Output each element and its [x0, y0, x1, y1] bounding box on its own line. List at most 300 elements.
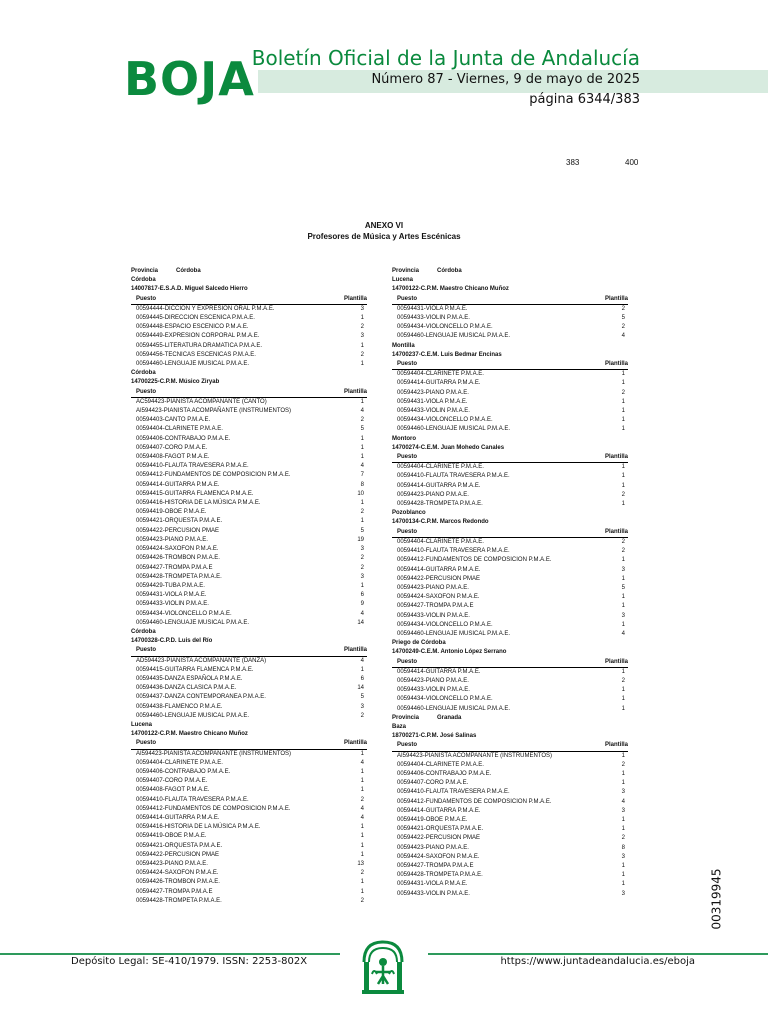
table-row: [392, 389, 628, 398]
locality-name: Lucena: [392, 277, 414, 284]
column-puesto: Puesto: [136, 295, 157, 302]
puesto-cell: 00594429-TUBA P.M.A.E.: [136, 582, 205, 589]
puesto-cell: 00594426-TROMBON P.M.A.E.: [136, 879, 220, 886]
plantilla-cell: 2: [621, 538, 625, 545]
column-puesto: Puesto: [397, 658, 418, 665]
center-name: 14700249-C.E.M. Antonio López Serrano: [392, 649, 507, 656]
table-row: [131, 684, 367, 693]
plantilla-cell: 1: [621, 603, 625, 610]
plantilla-cell: 2: [621, 305, 625, 312]
table-header: [392, 658, 628, 668]
plantilla-cell: 2: [360, 712, 364, 719]
table-row: [131, 796, 367, 805]
table-row: [392, 370, 628, 379]
puesto-cell: 00594434-VIOLONCELLO P.M.A.E.: [397, 417, 493, 424]
plantilla-cell: 5: [360, 694, 364, 701]
plantilla-cell: 13: [357, 861, 364, 867]
table-row: [131, 342, 367, 351]
plantilla-cell: 1: [360, 454, 364, 461]
column-plantilla: Plantilla: [343, 295, 367, 302]
table-row: [392, 825, 628, 834]
plantilla-cell: 1: [621, 863, 625, 869]
plantilla-cell: 1: [360, 518, 364, 525]
plantilla-cell: 6: [360, 592, 364, 599]
table-row: [131, 860, 367, 869]
table-row: [392, 500, 628, 509]
plantilla-cell: 19: [357, 536, 364, 543]
plantilla-cell: 1: [621, 705, 625, 712]
puesto-cell: 00594416-HISTORIA DE LA MÚSICA P.M.A.E.: [136, 824, 261, 831]
table-header: [392, 741, 628, 751]
plantilla-cell: 1: [621, 687, 625, 694]
table-row: [131, 351, 367, 360]
puesto-cell: 00594428-TROMPETA P.M.A.E.: [136, 897, 222, 904]
table-row: [392, 621, 628, 630]
puesto-cell: 00594415-GUITARRA FLAMENCA P.M.A.E.: [136, 490, 254, 497]
table-row: [392, 305, 628, 314]
table-row: [131, 305, 367, 314]
plantilla-cell: 14: [357, 685, 364, 692]
puesto-cell: 00594460-LENGUAJE MUSICAL P.M.A.E.: [397, 333, 511, 340]
table-row: [131, 823, 367, 832]
puesto-cell: 00594427-TROMPA P.M.A.E: [136, 564, 213, 571]
puesto-cell: 00594422-PERCUSION PMAE: [397, 835, 481, 842]
table-row: [131, 582, 367, 591]
table-row: [131, 888, 367, 897]
puesto-cell: 00594444-DICCION Y EXPRESION ORAL P.M.A.E.: [136, 305, 275, 312]
plantilla-cell: 2: [360, 417, 364, 424]
locality-name: Montoro: [392, 435, 416, 442]
puesto-cell: 00594407-CORO P.M.A.E.: [136, 778, 208, 785]
puesto-cell: 00594455-LITERATURA DRAMATICA P.M.A.E.: [136, 342, 263, 349]
table-row: [131, 805, 367, 814]
table-row: [131, 842, 367, 851]
province-heading: [131, 267, 367, 276]
junta-andalucia-emblem-icon: [360, 938, 406, 996]
plantilla-cell: 1: [621, 575, 625, 582]
bulletin-title: Boletín Oficial de la Junta de Andalucía: [251, 46, 640, 70]
plantilla-cell: 4: [360, 657, 364, 664]
puesto-cell: 00594433-VIOLIN P.M.A.E.: [136, 601, 209, 608]
table-row: [131, 768, 367, 777]
table-row: [131, 786, 367, 795]
plantilla-cell: 2: [621, 548, 625, 555]
table-row: [131, 610, 367, 619]
plantilla-cell: 4: [360, 805, 364, 812]
table-header: [392, 453, 628, 463]
table-row: [131, 777, 367, 786]
puesto-cell: 00594412-FUNDAMENTOS DE COMPOSICION P.M.A.E.: [136, 805, 291, 812]
left-column: [131, 267, 367, 906]
table-row: [392, 491, 628, 500]
plantilla-cell: 1: [621, 594, 625, 601]
locality-name: Montilla: [392, 342, 415, 349]
plantilla-cell: 1: [621, 557, 625, 564]
puesto-cell: 00594424-SAXOFON P.M.A.E.: [397, 594, 480, 601]
puesto-cell: 00594460-LENGUAJE MUSICAL P.M.A.E.: [136, 712, 250, 719]
column-plantilla: Plantilla: [343, 647, 367, 654]
province-heading: [392, 267, 628, 276]
plantilla-cell: 8: [360, 481, 364, 488]
footer-rule-left: [0, 953, 340, 955]
table-row: [392, 752, 628, 761]
table-row: [392, 538, 628, 547]
plantilla-cell: 1: [360, 768, 364, 775]
column-puesto: Puesto: [397, 295, 418, 302]
table-row: [392, 584, 628, 593]
table-row: [131, 869, 367, 878]
puesto-cell: 00594404-CLARINETE P.M.A.E.: [136, 426, 223, 433]
puesto-cell: 00594428-TROMPETA P.M.A.E.: [136, 573, 222, 580]
center-name: 14700237-C.E.M. Luis Bedmar Encinas: [392, 351, 502, 358]
puesto-cell: 00594431-VIOLA P.M.A.E.: [397, 881, 468, 888]
boja-logo: BOJA: [124, 52, 255, 106]
plantilla-cell: 2: [360, 555, 364, 562]
plantilla-cell: 3: [360, 305, 364, 312]
puesto-cell: 00594414-GUITARRA P.M.A.E.: [397, 566, 481, 573]
province-value: Córdoba: [437, 268, 462, 274]
table-row: [131, 545, 367, 554]
puesto-cell: 00594414-GUITARRA P.M.A.E.: [397, 380, 481, 387]
puesto-cell: 00594419-OBOE P.M.A.E.: [397, 816, 468, 823]
center-name: 14700225-C.P.M. Músico Ziryab: [131, 379, 220, 386]
column-puesto: Puesto: [397, 528, 418, 535]
puesto-cell: 00594424-SAXOFON P.M.A.E.: [397, 853, 480, 860]
plantilla-cell: 1: [360, 879, 364, 886]
puesto-cell: 00594433-VIOLIN P.M.A.E.: [397, 687, 470, 694]
plantilla-cell: 3: [621, 890, 625, 897]
table-row: [131, 712, 367, 721]
plantilla-cell: 1: [621, 770, 625, 777]
plantilla-cell: 9: [360, 601, 364, 608]
table-row: [131, 693, 367, 702]
plantilla-cell: 3: [621, 807, 625, 814]
table-row: [131, 657, 367, 666]
table-row: [131, 703, 367, 712]
table-row: [131, 517, 367, 526]
puesto-cell: 00594406-CONTRABAJO P.M.A.E.: [136, 435, 231, 442]
puesto-cell: 00594438-FLAMENCO P.M.A.E.: [136, 703, 223, 710]
table-header: [392, 295, 628, 305]
plantilla-cell: 4: [360, 463, 364, 470]
plantilla-cell: 2: [621, 761, 625, 768]
puesto-cell: 00594434-VIOLONCELLO P.M.A.E.: [397, 621, 493, 628]
table-row: [392, 630, 628, 639]
center-name: 14700134-C.P.M. Marcos Redondo: [392, 519, 489, 526]
plantilla-cell: 1: [621, 464, 625, 471]
table-row: [131, 360, 367, 369]
plantilla-cell: 4: [360, 759, 364, 766]
center-name: 18700271-C.P.M. José Salinas: [392, 733, 477, 740]
puesto-cell: 00594423-PIANO P.M.A.E.: [397, 677, 469, 684]
table-row: [392, 472, 628, 481]
table-row: [392, 425, 628, 434]
table-row: [131, 490, 367, 499]
table-row: [131, 435, 367, 444]
plantilla-cell: 2: [360, 796, 364, 803]
center-name: 14007817-E.S.A.D. Miguel Salcedo Hierro: [131, 286, 248, 293]
plantilla-cell: 1: [621, 417, 625, 424]
table-row: [392, 668, 628, 677]
puesto-cell: 00594403-CANTO P.M.A.E.: [136, 417, 211, 424]
plantilla-cell: 1: [621, 881, 625, 888]
page-current: 383: [566, 158, 580, 167]
plantilla-cell: 1: [360, 851, 364, 858]
table-row: [392, 788, 628, 797]
puesto-cell: 00594414-GUITARRA P.M.A.E.: [397, 807, 481, 814]
center-name: 14700122-C.P.M. Maestro Chicano Muñoz: [131, 731, 248, 738]
puesto-cell: 00594410-FLAUTA TRAVESERA P.M.A.E.: [136, 796, 249, 803]
puesto-cell: 00594460-LENGUAJE MUSICAL P.M.A.E.: [397, 630, 511, 637]
puesto-cell: 00594423-PIANO P.M.A.E.: [397, 389, 469, 396]
table-row: [131, 619, 367, 628]
plantilla-cell: 1: [360, 833, 364, 840]
page-total: 400: [625, 158, 639, 167]
puesto-cell: 00594424-SAXOFON P.M.A.E.: [136, 870, 219, 877]
plantilla-cell: 1: [621, 380, 625, 387]
footer-rule-right: [428, 953, 768, 955]
table-row: [131, 564, 367, 573]
table-header: [392, 528, 628, 538]
plantilla-cell: 1: [621, 696, 625, 703]
puesto-cell: 00594412-FUNDAMENTOS DE COMPOSICION P.M.A.E.: [397, 798, 552, 805]
plantilla-cell: 1: [360, 750, 364, 757]
table-row: [131, 407, 367, 416]
table-header: [131, 388, 367, 398]
plantilla-cell: 3: [360, 546, 364, 553]
table-row: [392, 463, 628, 472]
table-row: [392, 566, 628, 575]
table-row: [131, 481, 367, 490]
locality-name: Córdoba: [131, 277, 156, 284]
puesto-cell: 00594410-FLAUTA TRAVESERA P.M.A.E.: [397, 548, 510, 555]
table-row: [392, 677, 628, 686]
plantilla-cell: 2: [360, 351, 364, 358]
table-row: [392, 482, 628, 491]
plantilla-cell: 1: [360, 500, 364, 507]
plantilla-cell: 8: [621, 844, 625, 851]
plantilla-cell: 4: [621, 630, 625, 637]
legal-deposit: Depósito Legal: SE-410/1979. ISSN: 2253-802X: [71, 956, 308, 967]
puesto-cell: 00594423-PIANO P.M.A.E.: [397, 844, 469, 851]
puesto-cell: 00594436-DANZA CLASICA P.M.A.E.: [136, 685, 237, 692]
table-row: [131, 444, 367, 453]
table-row: [392, 834, 628, 843]
table-row: [392, 695, 628, 704]
plantilla-cell: 4: [360, 408, 364, 415]
puesto-cell: 00594445-DIRECCION ESCENICA P.M.A.E.: [136, 315, 255, 322]
table-row: [131, 759, 367, 768]
puesto-cell: 00594433-VIOLIN P.M.A.E.: [397, 408, 470, 415]
plantilla-cell: 2: [621, 835, 625, 842]
table-row: [131, 508, 367, 517]
puesto-cell: 00594408-FAGOT P.M.A.E.: [136, 787, 210, 794]
puesto-cell: 00594456-TECNICAS ESCENICAS P.M.A.E.: [136, 351, 256, 358]
puesto-cell: 00594419-OBOE P.M.A.E.: [136, 833, 207, 840]
puesto-cell: 00594428-TROMPETA P.M.A.E.: [397, 872, 483, 879]
column-puesto: Puesto: [136, 740, 157, 747]
plantilla-cell: 1: [360, 842, 364, 849]
puesto-cell: 00594421-ORQUESTA P.M.A.E.: [397, 826, 484, 833]
plantilla-cell: 1: [621, 780, 625, 787]
table-row: [131, 462, 367, 471]
plantilla-cell: 1: [360, 787, 364, 794]
table-row: [131, 499, 367, 508]
puesto-cell: 00594431-VIOLA P.M.A.E.: [397, 305, 468, 312]
plantilla-cell: 3: [621, 566, 625, 573]
plantilla-cell: 2: [360, 509, 364, 516]
puesto-cell: 00594424-SAXOFON P.M.A.E.: [136, 546, 219, 553]
province-label: Provincia: [392, 714, 420, 721]
puesto-cell: 00594406-CONTRABAJO P.M.A.E.: [136, 768, 231, 775]
locality-name: Baza: [392, 723, 407, 730]
puesto-cell: 00594421-ORQUESTA P.M.A.E.: [136, 842, 223, 849]
table-row: [131, 573, 367, 582]
table-row: [392, 575, 628, 584]
table-header: [131, 646, 367, 656]
puesto-cell: 00594423-PIANO P.M.A.E.: [397, 584, 469, 591]
table-row: [392, 871, 628, 880]
puesto-cell: 00594423-PIANO P.M.A.E.: [136, 536, 208, 543]
document-code-text: 00319945: [709, 868, 724, 930]
plantilla-cell: 3: [360, 703, 364, 710]
plantilla-cell: 1: [360, 888, 364, 895]
puesto-cell: 00594460-LENGUAJE MUSICAL P.M.A.E.: [136, 361, 250, 368]
table-row: [392, 416, 628, 425]
plantilla-cell: 14: [357, 619, 364, 626]
puesto-cell: 00594408-FAGOT P.M.A.E.: [136, 454, 210, 461]
puesto-cell: 00594406-CONTRABAJO P.M.A.E.: [397, 770, 492, 777]
table-row: [131, 425, 367, 434]
plantilla-cell: 4: [360, 814, 364, 821]
puesto-cell: 00594414-GUITARRA P.M.A.E.: [136, 481, 220, 488]
province-heading: [392, 714, 628, 723]
plantilla-cell: 1: [621, 668, 625, 675]
puesto-cell: AI594423-PIANISTA ACOMPAÑANTE (INSTRUMENTOS): [136, 408, 292, 415]
table-row: [131, 416, 367, 425]
table-row: [392, 816, 628, 825]
table-row: [392, 612, 628, 621]
puesto-cell: 00594427-TROMPA P.M.A.E: [136, 888, 213, 895]
puesto-cell: 00594460-LENGUAJE MUSICAL P.M.A.E.: [136, 619, 250, 626]
locality-name: Priego de Córdoba: [392, 640, 446, 647]
puesto-cell: 00594404-CLARINETE P.M.A.E.: [397, 464, 484, 471]
puesto-cell: 00594433-VIOLIN P.M.A.E.: [397, 890, 470, 897]
column-plantilla: Plantilla: [604, 528, 628, 535]
puesto-cell: 00594407-CORO P.M.A.E.: [136, 444, 208, 451]
column-puesto: Puesto: [397, 454, 418, 461]
plantilla-cell: 10: [357, 490, 364, 497]
puesto-cell: 00594414-GUITARRA P.M.A.E.: [136, 814, 220, 821]
table-row: [131, 453, 367, 462]
puesto-cell: AD594423-PIANISTA ACOMPAÑANTE (DANZA): [136, 657, 267, 664]
column-puesto: Puesto: [136, 388, 157, 395]
puesto-cell: AI594423-PIANISTA ACOMPAÑANTE (INSTRUMENTOS): [136, 750, 292, 757]
puesto-cell: 00594433-VIOLIN P.M.A.E.: [397, 315, 470, 322]
table-row: [131, 600, 367, 609]
table-row: [131, 832, 367, 841]
plantilla-cell: 5: [360, 527, 364, 534]
puesto-cell: 00594433-VIOLIN P.M.A.E.: [397, 612, 470, 619]
puesto-cell: 00594414-GUITARRA P.M.A.E.: [397, 668, 481, 675]
puesto-cell: 00594404-CLARINETE P.M.A.E.: [136, 759, 223, 766]
puesto-cell: 00594421-ORQUESTA P.M.A.E.: [136, 518, 223, 525]
table-row: [131, 554, 367, 563]
puesto-cell: 00594434-VIOLONCELLO P.M.A.E.: [136, 610, 232, 617]
puesto-cell: 00594422-PERCUSION PMAE: [136, 851, 220, 858]
puesto-cell: 00594404-CLARINETE P.M.A.E.: [397, 371, 484, 378]
column-puesto: Puesto: [136, 647, 157, 654]
table-row: [392, 314, 628, 323]
plantilla-cell: 1: [621, 473, 625, 480]
plantilla-cell: 1: [621, 398, 625, 405]
plantilla-cell: 2: [621, 324, 625, 331]
plantilla-cell: 1: [360, 582, 364, 589]
plantilla-cell: 3: [360, 573, 364, 580]
puesto-cell: 00594419-OBOE P.M.A.E.: [136, 509, 207, 516]
plantilla-cell: 2: [621, 677, 625, 684]
plantilla-cell: 1: [360, 342, 364, 349]
plantilla-cell: 1: [621, 482, 625, 489]
table-header: [392, 360, 628, 370]
table-header: [131, 295, 367, 305]
puesto-cell: 00594427-TROMPA P.M.A.E: [397, 863, 474, 869]
plantilla-cell: 3: [621, 853, 625, 860]
column-plantilla: Plantilla: [604, 295, 628, 302]
table-row: [392, 880, 628, 889]
puesto-cell: 00594431-VIOLA P.M.A.E.: [136, 592, 207, 599]
table-row: [392, 853, 628, 862]
plantilla-cell: 1: [621, 752, 625, 759]
table-row: [392, 407, 628, 416]
plantilla-cell: 2: [621, 389, 625, 396]
plantilla-cell: 1: [621, 426, 625, 433]
website-link[interactable]: https://www.juntadeandalucia.es/eboja: [500, 956, 695, 967]
table-row: [392, 602, 628, 611]
puesto-cell: 00594448-ESPACIO ESCENICO P.M.A.E.: [136, 324, 249, 331]
table-row: [392, 686, 628, 695]
table-row: [392, 890, 628, 899]
puesto-cell: 00594423-PIANO P.M.A.E.: [397, 491, 469, 498]
issue-number: Número 87 - Viernes, 9 de mayo de 2025: [371, 72, 640, 87]
plantilla-cell: 1: [621, 816, 625, 823]
locality-name: Pozoblanco: [392, 510, 426, 517]
plantilla-cell: 5: [621, 315, 625, 322]
plantilla-cell: 1: [360, 398, 364, 405]
table-row: [131, 878, 367, 887]
annex-subtitle: Profesores de Música y Artes Escénicas: [307, 232, 461, 241]
puesto-cell: 00594407-CORO P.M.A.E.: [397, 780, 469, 787]
table-row: [131, 851, 367, 860]
locality-name: Córdoba: [131, 370, 156, 377]
puesto-cell: 00594410-FLAUTA TRAVESERA P.M.A.E.: [397, 473, 510, 480]
plantilla-cell: 2: [360, 897, 364, 904]
table-row: [392, 593, 628, 602]
table-row: [392, 807, 628, 816]
plantilla-cell: 4: [621, 798, 625, 805]
province-label: Provincia: [392, 268, 420, 274]
puesto-cell: 00594427-TROMPA P.M.A.E: [397, 603, 474, 610]
plantilla-cell: 1: [621, 826, 625, 833]
table-row: [131, 675, 367, 684]
puesto-cell: 00594435-DANZA ESPAÑOLA P.M.A.E.: [136, 675, 243, 682]
table-row: [392, 798, 628, 807]
plantilla-cell: 1: [621, 371, 625, 378]
puesto-cell: 00594414-GUITARRA P.M.A.E.: [397, 482, 481, 489]
column-plantilla: Plantilla: [604, 361, 628, 368]
puesto-cell: 00594422-PERCUSION PMAE: [397, 575, 481, 582]
plantilla-cell: 4: [360, 610, 364, 617]
